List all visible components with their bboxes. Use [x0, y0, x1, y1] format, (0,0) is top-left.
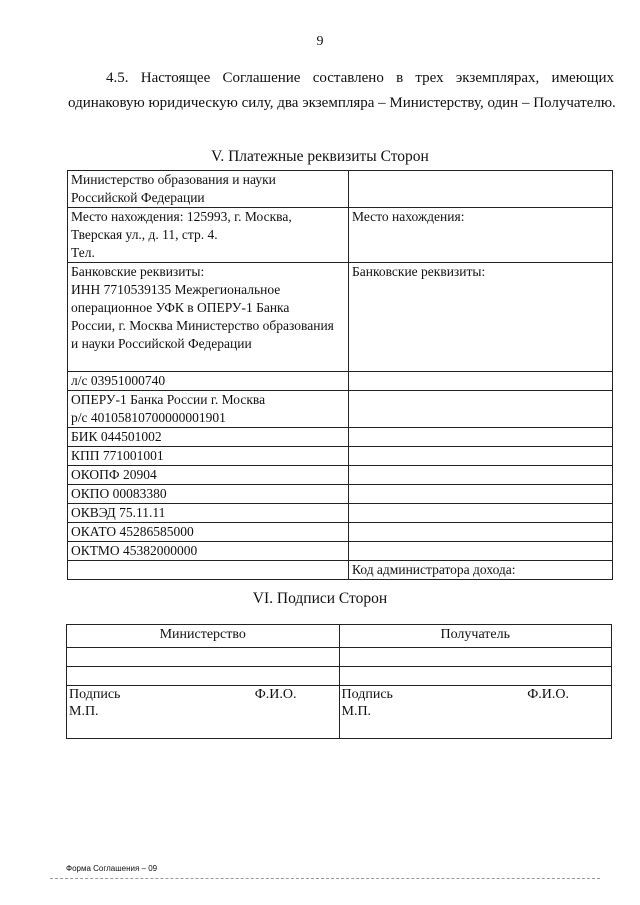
detail-line: [352, 447, 609, 465]
recipient-detail-cell: [349, 171, 613, 208]
detail-line: Министерство образования и науки: [71, 172, 276, 187]
section-6-title: VI. Подписи Сторон: [252, 590, 388, 607]
details-row: [68, 485, 613, 504]
detail-line: Банковские реквизиты:: [71, 264, 205, 279]
ministry-signature-cell: [67, 686, 340, 739]
detail-line: [352, 523, 609, 541]
ministry-detail-cell: [68, 504, 349, 523]
footer-divider: [50, 878, 600, 879]
detail-line: ИНН 7710539135 Межрегиональное: [71, 282, 281, 297]
recipient-detail-cell: [349, 561, 613, 580]
detail-line: [352, 466, 609, 484]
detail-line: России, г. Москва Министерство образования: [71, 318, 334, 333]
details-row: [68, 171, 613, 208]
payment-details-table: [67, 170, 613, 580]
detail-line: [352, 372, 609, 390]
details-row: [68, 447, 613, 466]
detail-line: Тверская ул., д. 11, стр. 4.: [71, 227, 218, 242]
detail-line: ОКТМО 45382000000: [71, 543, 198, 558]
clause-line-2: одинаковую юридическую силу, два экземпляра – Министерству, один – Получателю.: [68, 95, 616, 111]
detail-line: Российской Федерации: [71, 190, 205, 205]
details-row: [68, 208, 613, 263]
clause-4-5: [68, 66, 614, 116]
details-row: [68, 391, 613, 428]
detail-line: Тел.: [71, 245, 95, 260]
details-row: [68, 523, 613, 542]
recipient-stamp-label: М.П.: [341, 704, 372, 719]
recipient-blank-2: [339, 667, 612, 686]
recipient-header: Получатель: [339, 625, 612, 648]
recipient-detail-cell: [349, 542, 613, 561]
ministry-fio-label: Ф.И.О.: [254, 687, 297, 702]
details-row: [68, 504, 613, 523]
recipient-detail-cell: [349, 447, 613, 466]
recipient-fio-label: Ф.И.О.: [527, 687, 569, 702]
ministry-detail-cell: [68, 208, 349, 263]
recipient-detail-cell: [349, 504, 613, 523]
ministry-header: Министерство: [67, 625, 340, 648]
ministry-detail-cell: [68, 466, 349, 485]
details-row: [68, 466, 613, 485]
recipient-detail-cell: [349, 466, 613, 485]
page-number: 9: [316, 34, 324, 49]
ministry-detail-cell: [68, 263, 349, 372]
recipient-detail-cell: [349, 485, 613, 504]
ministry-detail-cell: [68, 428, 349, 447]
recipient-detail-cell: [349, 372, 613, 391]
detail-line: [71, 353, 345, 371]
detail-line: Место нахождения: 125993, г. Москва,: [71, 209, 292, 224]
detail-line: [352, 504, 609, 522]
detail-line: [352, 391, 609, 409]
ministry-blank-1: [67, 648, 340, 667]
detail-line: ОКВЭД 75.11.11: [71, 505, 166, 520]
ministry-detail-cell: [68, 372, 349, 391]
detail-line: [352, 542, 609, 560]
detail-line: р/с 40105810700000001901: [71, 410, 226, 425]
ministry-detail-cell: [68, 542, 349, 561]
detail-line: операционное УФК в ОПЕРУ-1 Банка: [71, 300, 290, 315]
ministry-detail-cell: [68, 485, 349, 504]
detail-line: КПП 771001001: [71, 448, 164, 463]
detail-line: [352, 485, 609, 503]
detail-line: ОКОПФ 20904: [71, 467, 157, 482]
details-row: [68, 372, 613, 391]
details-row: [68, 428, 613, 447]
detail-line: л/с 03951000740: [71, 373, 166, 388]
recipient-detail-cell: [349, 208, 613, 263]
form-footer: Форма Соглашения – 09: [66, 864, 158, 873]
ministry-detail-cell: [68, 523, 349, 542]
detail-line: [352, 171, 609, 189]
ministry-detail-cell: [68, 561, 349, 580]
ministry-detail-cell: [68, 171, 349, 208]
detail-line: БИК 044501002: [71, 429, 162, 444]
recipient-signature-cell: [339, 686, 612, 739]
details-row: [68, 542, 613, 561]
recipient-blank-1: [339, 648, 612, 667]
recipient-detail-cell: [349, 523, 613, 542]
recipient-signature-label: Подпись: [341, 687, 393, 702]
details-row: [68, 263, 613, 372]
detail-line: ОПЕРУ-1 Банка России г. Москва: [71, 392, 266, 407]
detail-line: [352, 428, 609, 446]
ministry-detail-cell: [68, 391, 349, 428]
ministry-signature-label: Подпись: [69, 687, 121, 702]
detail-line: Банковские реквизиты:: [352, 264, 486, 279]
ministry-stamp-label: М.П.: [69, 704, 99, 719]
detail-line: Код администратора дохода:: [352, 562, 516, 577]
section-5-title: V. Платежные реквизиты Сторон: [211, 148, 429, 165]
detail-line: Место нахождения:: [352, 209, 465, 224]
recipient-detail-cell: [349, 428, 613, 447]
detail-line: ОКПО 00083380: [71, 486, 167, 501]
detail-line: [71, 561, 345, 579]
ministry-detail-cell: [68, 447, 349, 466]
recipient-detail-cell: [349, 391, 613, 428]
signatures-table: [66, 624, 612, 739]
clause-line-1: 4.5. Настоящее Соглашение составлено в трех экземплярах, имеющих: [106, 70, 614, 86]
details-row: [68, 561, 613, 580]
ministry-blank-2: [67, 667, 340, 686]
detail-line: и науки Российской Федерации: [71, 336, 252, 351]
recipient-detail-cell: [349, 263, 613, 372]
detail-line: ОКАТО 45286585000: [71, 524, 194, 539]
